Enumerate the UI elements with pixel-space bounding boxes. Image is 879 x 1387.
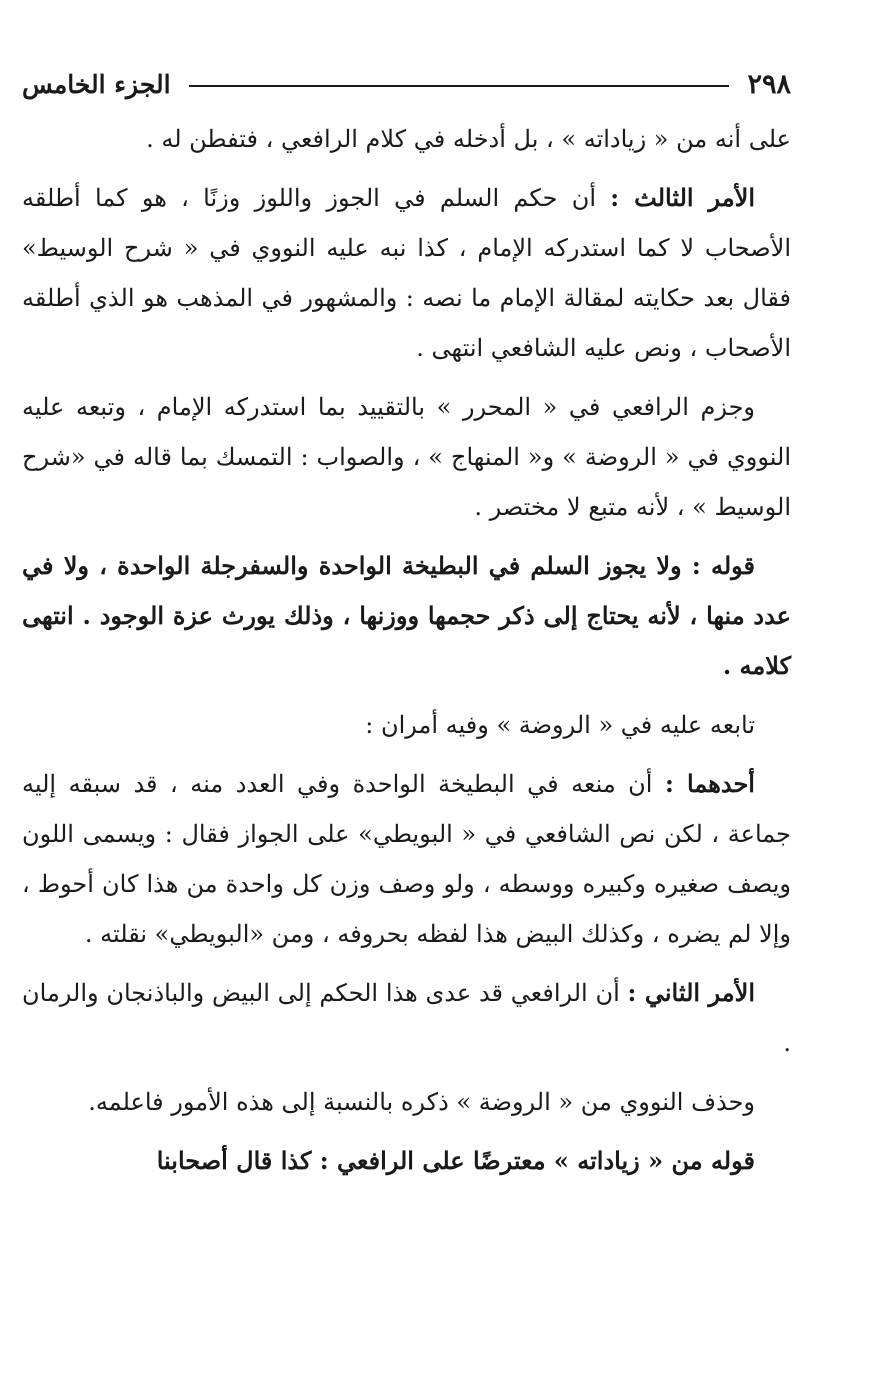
paragraph-quote bbox=[22, 1136, 791, 1186]
paragraph-lead: الأمر الثاني : bbox=[627, 978, 755, 1007]
paragraph bbox=[22, 1077, 791, 1127]
paragraph-text: أن حكم السلم في الجوز واللوز وزنًا ، هو كما أطلقه الأصحاب لا كما استدركه الإمام ، كذا نبه عليه النووي في « شرح الوسيط» فقال بعد حكايته لمقالة الإمام ما نصه : والمشهور في المذهب هو الذي أطلقه الأصحاب ، ونص عليه الشافعي انتهى . bbox=[22, 184, 791, 362]
paragraph bbox=[22, 173, 791, 373]
paragraph bbox=[22, 700, 791, 750]
paragraph-text: أن منعه في البطيخة الواحدة وفي العدد منه ، قد سبقه إليه جماعة ، لكن نص الشافعي في « البويطي» على الجواز فقال : ويسمى اللون ويصف صغيره وكبيره ووسطه ، ولو وصف وزن كل واحدة من هذا كان أحوط ، وإلا لم يضره ، وكذلك البيض هذا لفظه بحروفه ، ومن «البويطي» نقلته . bbox=[22, 770, 791, 948]
paragraph-text: تابعه عليه في « الروضة » وفيه أمران : bbox=[365, 711, 755, 739]
page-number: ٢٩٨ bbox=[747, 68, 791, 100]
paragraph-text: على أنه من « زياداته » ، بل أدخله في كلام الرافعي ، فتفطن له . bbox=[146, 125, 791, 153]
paragraph-text: قوله : ولا يجوز السلم في البطيخة الواحدة والسفرجلة الواحدة ، ولا في عدد منها ، لأنه يحتاج إلى ذكر حجمها ووزنها ، وذلك يورث عزة الوجود . انتهى كلامه . bbox=[22, 551, 791, 680]
paragraph-text: أن الرافعي قد عدى هذا الحكم إلى البيض والباذنجان والرمان . bbox=[22, 979, 791, 1057]
header-rule bbox=[189, 85, 730, 87]
part-title: الجزء الخامس bbox=[22, 69, 171, 99]
paragraph-lead: أحدهما : bbox=[664, 769, 755, 798]
paragraph-text: قوله من « زياداته » معترضًا على الرافعي : كذا قال أصحابنا bbox=[156, 1146, 755, 1175]
paragraph bbox=[22, 759, 791, 959]
paragraph-lead: الأمر الثالث : bbox=[610, 183, 755, 212]
paragraph bbox=[22, 114, 791, 164]
page-body bbox=[22, 114, 791, 1186]
paragraph-quote bbox=[22, 541, 791, 691]
paragraph bbox=[22, 382, 791, 532]
running-header bbox=[22, 62, 791, 106]
paragraph-text: وجزم الرافعي في « المحرر » بالتقييد بما استدركه الإمام ، وتبعه عليه النووي في « الروضة » و« المنهاج » ، والصواب : التمسك بما قاله في «شرح الوسيط » ، لأنه متبع لا مختصر . bbox=[22, 393, 791, 521]
paragraph bbox=[22, 968, 791, 1068]
paragraph-text: وحذف النووي من « الروضة » ذكره بالنسبة إلى هذه الأمور فاعلمه. bbox=[88, 1088, 755, 1116]
